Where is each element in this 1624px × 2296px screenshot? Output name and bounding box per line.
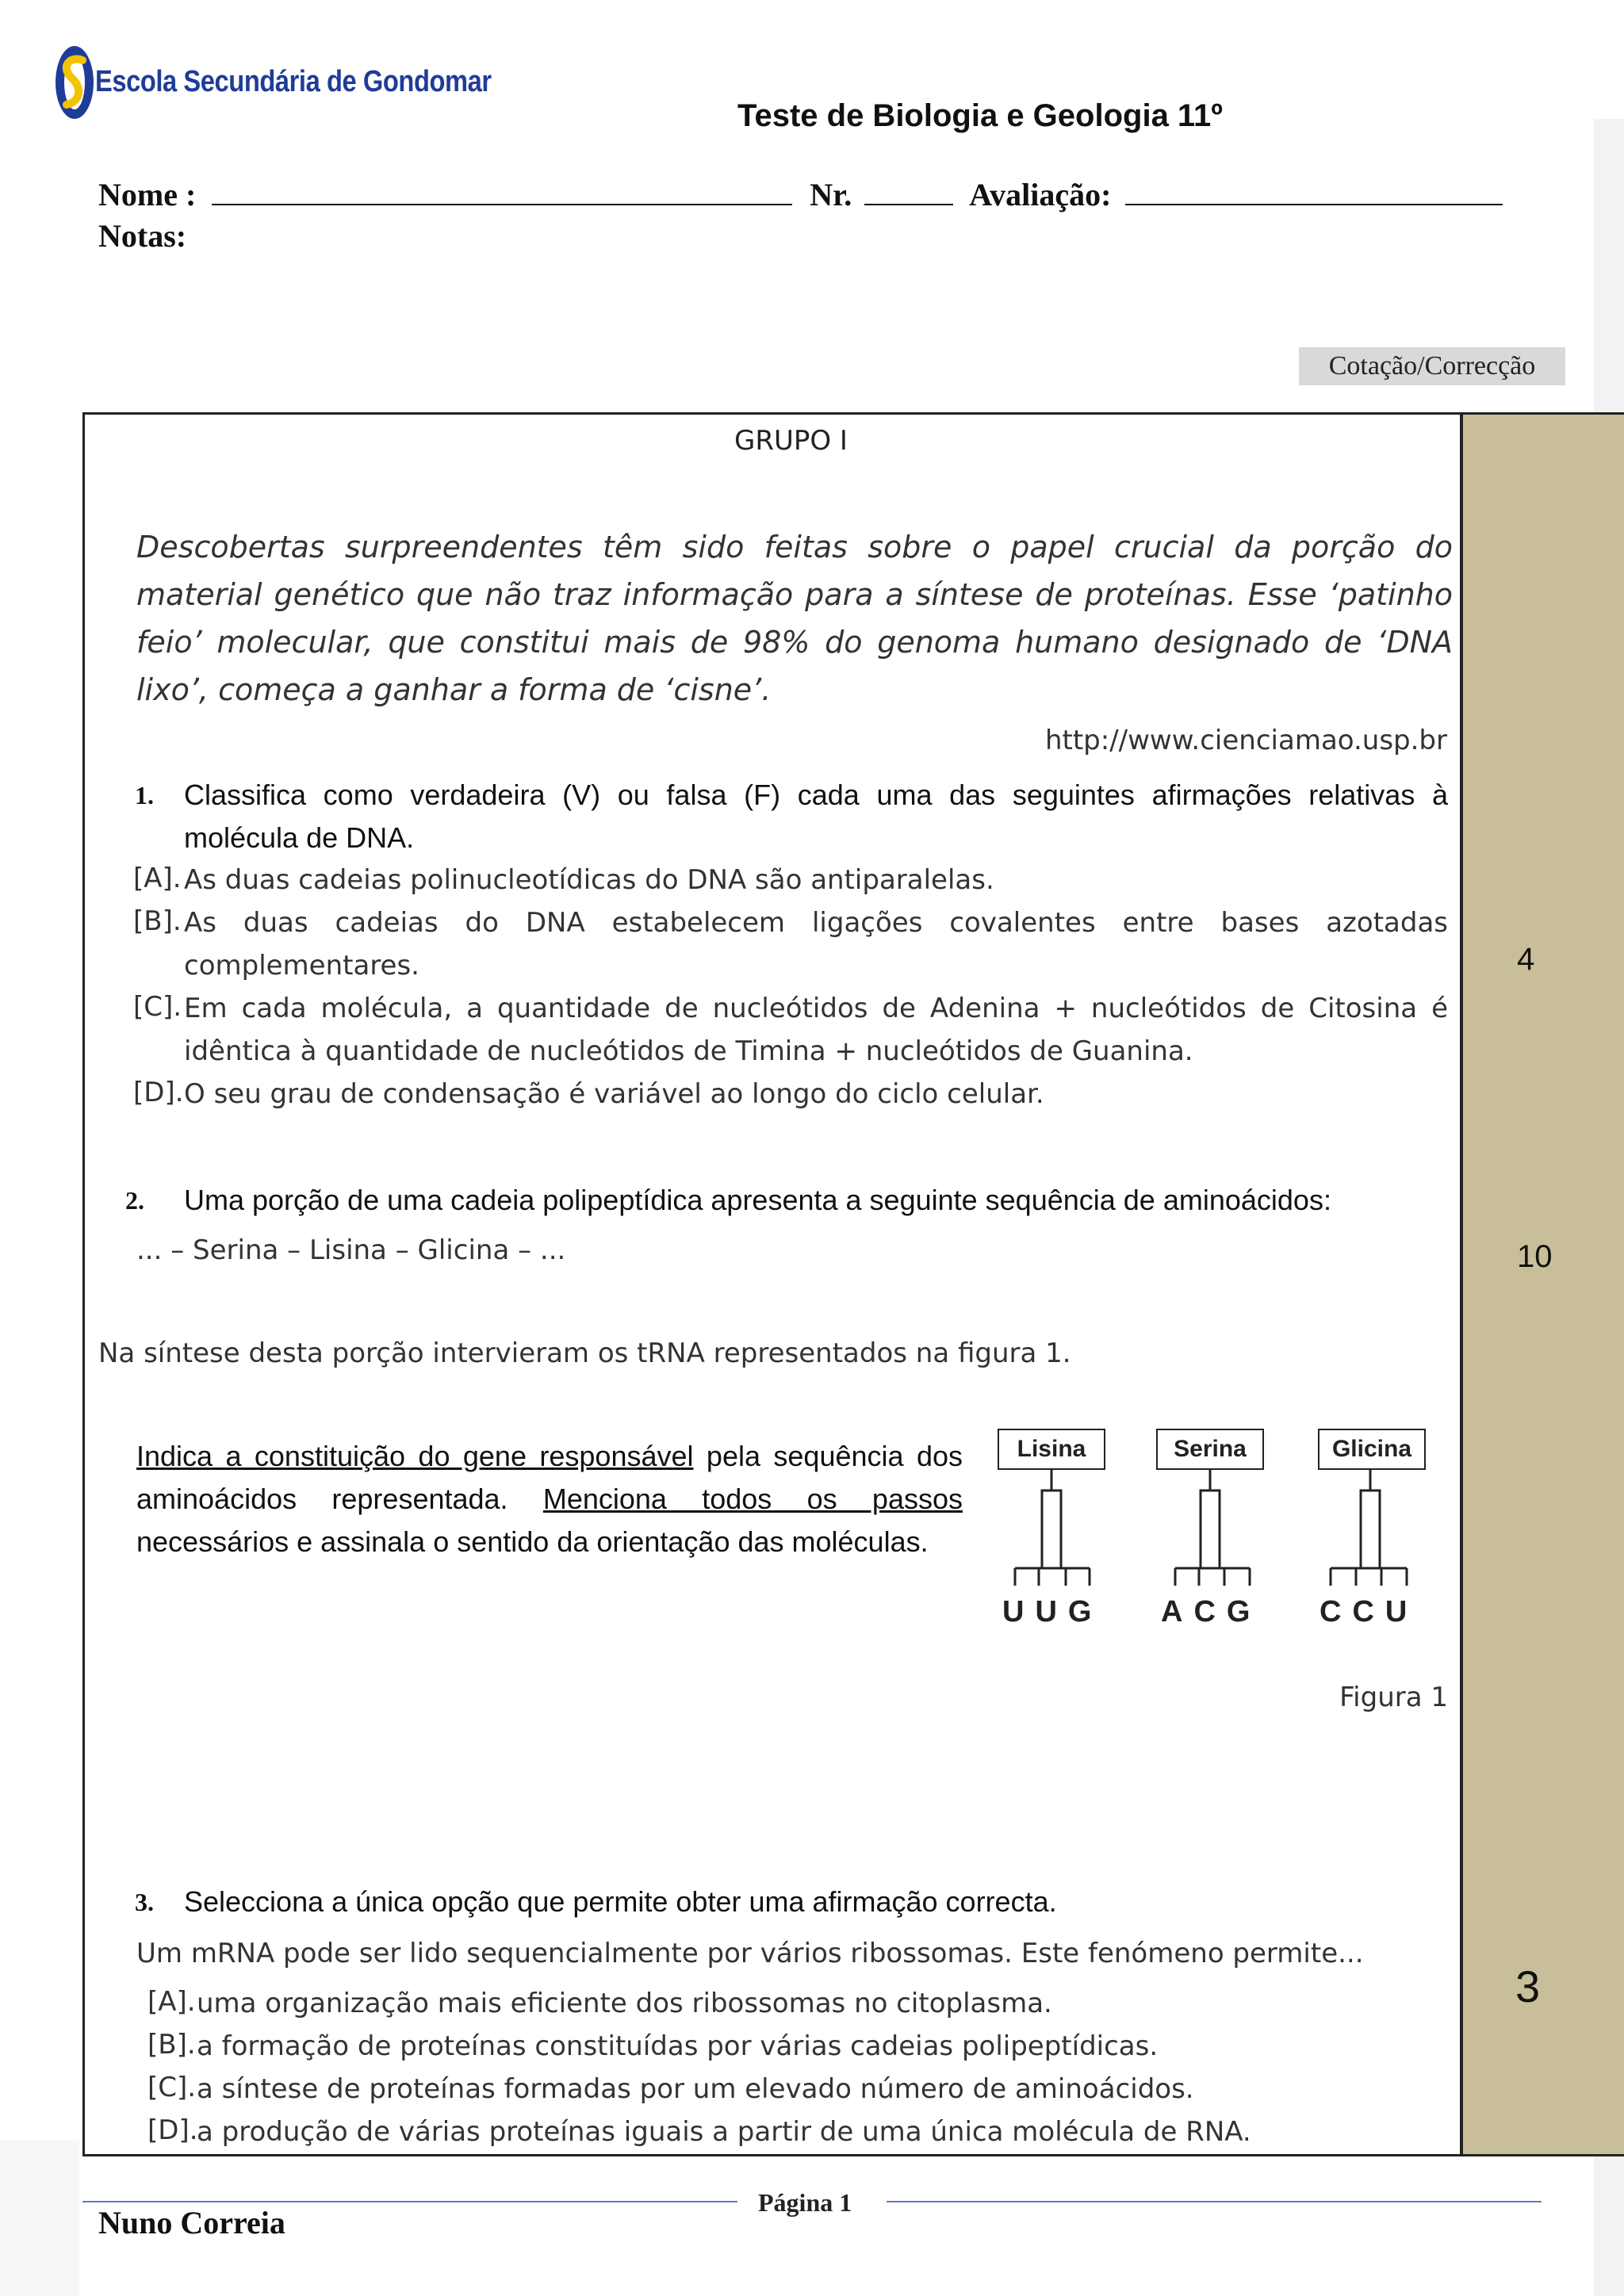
q1-option-a-text: As duas cadeias polinucleotídicas do DNA são antiparalelas. (184, 864, 994, 896)
trna-lisina-label: Lisina (998, 1429, 1105, 1470)
name-field[interactable] (212, 204, 792, 205)
intro-text: Descobertas surpreendentes têm sido feitas sobre o papel crucial da porção do material genético que não traz informação para a síntese de proteínas. Esse ‘patinho feio’ molecular, que constitui mais de 98% do genoma humano designado de ‘DNA lixo’, começa a ganhar a forma de ‘cisne’. (136, 530, 1453, 707)
page-shade-left (0, 2141, 79, 2296)
evaluation-field[interactable] (1125, 204, 1503, 205)
score-column (1461, 412, 1624, 2156)
notes-label: Notas: (98, 218, 187, 254)
evaluation-label: Avaliação: (969, 177, 1112, 212)
anticodon-serina: ACG (1161, 1595, 1262, 1628)
q1-option-c-text: Em cada molécula, a quantidade de nucleótidos de Adenina + nucleótidos de Citosina é idêntica à quantidade de nucleótidos de Timina + nucleótidos de Guanina. (184, 993, 1448, 1067)
q3-option-d-text: a produção de várias proteínas iguais a partir de uma única molécula de RNA. (197, 2116, 1251, 2148)
q3-option-c-text: a síntese de proteínas formadas por um elevado número de aminoácidos. (197, 2073, 1194, 2105)
q1-option-d-text: O seu grau de condensação é variável ao longo do ciclo celular. (184, 1078, 1044, 1110)
intro-source: http://www.cienciamao.usp.br (1044, 725, 1447, 756)
q1-option-b-label: [B]. (133, 905, 182, 937)
q2-sequence: ... – Serina – Lisina – Glicina – ... (136, 1234, 566, 1266)
q2-instruction-part1: Indica a constituição do gene responsável (136, 1440, 694, 1472)
trna-serina-label: Serina (1156, 1429, 1264, 1470)
q2-instruction-part3: Menciona todos os passos (542, 1483, 963, 1515)
author-name: Nuno Correia (98, 2205, 285, 2241)
q3-text: Selecciona a única opção que permite obter uma afirmação correcta. (184, 1885, 1057, 1918)
q2-text: Uma porção de uma cadeia polipeptídica apresenta a seguinte sequência de aminoácidos: (184, 1184, 1331, 1216)
q1-option-c-label: [C]. (133, 991, 182, 1023)
page-number: Página 1 (758, 2188, 852, 2217)
score-q3: 3 (1515, 1961, 1541, 2011)
number-label: Nr. (810, 177, 852, 212)
q1-option-b-text: As duas cadeias do DNA estabelecem ligações covalentes entre bases azotadas complementares. (184, 907, 1448, 982)
school-emblem-icon (54, 41, 102, 128)
q2-number: 2. (125, 1186, 144, 1215)
q3-option-b-label: [B]. (147, 2029, 196, 2061)
q2-instruction (136, 1435, 963, 1563)
q1-number: 1. (135, 781, 154, 809)
footer-divider-left (82, 2201, 737, 2202)
q3-option-c-label: [C]. (147, 2072, 197, 2103)
anticodon-glicina: CCU (1320, 1595, 1419, 1628)
figure-1-trna (991, 1427, 1435, 1649)
q3-option-b-text: a formação de proteínas constituídas por várias cadeias polipeptídicas. (197, 2030, 1159, 2062)
group-title: GRUPO I (734, 425, 848, 457)
school-logo (54, 41, 492, 128)
score-q1: 4 (1517, 942, 1535, 977)
q3-number: 3. (135, 1888, 154, 1916)
cotacao-header: Cotação/Correcção (1299, 347, 1565, 385)
test-title: Teste de Biologia e Geologia 11º (737, 98, 1223, 133)
school-name: Escola Secundária de Gondomar (95, 65, 492, 98)
figure-1-caption: Figura 1 (1339, 1682, 1448, 1713)
footer-divider-right (887, 2201, 1542, 2202)
q1-option-a-label: [A]. (133, 863, 182, 894)
trna-glicina-label: Glicina (1318, 1429, 1426, 1470)
q3-option-a-label: [A]. (147, 1986, 196, 2018)
number-field[interactable] (864, 204, 953, 205)
q3-option-d-label: [D]. (147, 2114, 198, 2146)
student-info-row (98, 176, 1503, 213)
name-label: Nome : (98, 177, 197, 212)
q2-context: Na síntese desta porção intervieram os tRNA representados na figura 1. (98, 1337, 1071, 1369)
q3-option-a-text: uma organização mais eficiente dos ribossomas no citoplasma. (197, 1988, 1052, 2019)
q2-instruction-part2: pela sequência dos aminoácidos representada. (136, 1440, 963, 1515)
q2-instruction-part4: necessários e assinala o sentido da orientação das moléculas. (136, 1525, 929, 1558)
q3-stem: Um mRNA pode ser lido sequencialmente por vários ribossomas. Este fenómeno permite... (136, 1938, 1364, 1969)
score-q2: 10 (1517, 1239, 1553, 1274)
q1-option-d-label: [D]. (133, 1077, 184, 1108)
anticodon-lisina: UUG (1002, 1595, 1103, 1628)
q1-text: Classifica como verdadeira (V) ou falsa (F) cada uma das seguintes afirmações relativas à molécula de DNA. (184, 779, 1448, 854)
